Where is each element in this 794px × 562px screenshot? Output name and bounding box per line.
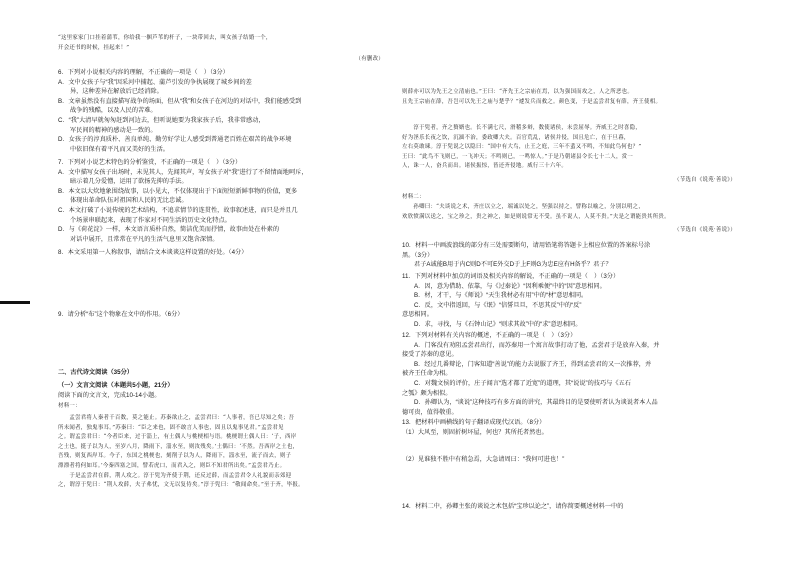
- question-13-sentence-2: （2）见谁独不胜中有稍急焉，大急请周曰：“我何可进也！”: [402, 456, 565, 463]
- passage-line: 之。谓孟尝君曰：“今者臣来，过于淄上，有土偶人与桃梗相与语。桃梗谓土偶人曰：‘子，西岸: [58, 434, 297, 441]
- option-c: C．本文打破了小说传统的艺术结构，不追求情节的连贯性，故事叙述进，而只是并且几: [58, 206, 298, 214]
- passage-line: 所未闻者，独鬼事耳。”苏秦曰：“臣之来也，固不敢言人事也，固且以鬼事见君。”孟尝君见: [58, 424, 284, 431]
- passage-paragraph: [402, 124, 736, 172]
- passage-line: 欢欣愤满以送之，宝之珍之，贵之神之，如是则说常无不受。虽不说人，人莫不贵。”夫是之谓能贵其所贵。: [402, 213, 670, 220]
- passage-line: 漂漂者将何如耳。’今秦四塞之国，譬若虎口，而君入之，则臣不知君所出矣。”孟尝君乃止。: [58, 462, 286, 469]
- sentence-1: （1）大风至，则固折树坏屋，何也？其所托者然也。: [402, 428, 548, 436]
- option-b: B．材，才干，与《师说》“天生我材必有用”中的“材”意思相同。: [414, 292, 588, 300]
- question-stem: 10．材料一中画波浪线的部分有三处需要断句，请用铅笔将答题卡上相应位置的答案标号涂: [402, 242, 651, 249]
- question-stem: 6．下列对小说相关内容的理解，不正确的一项是（ ）（3分）: [58, 69, 229, 76]
- passage: [58, 414, 384, 491]
- option-b-cont: 战争的残酷，以及人民的苦难。: [70, 107, 157, 115]
- option-b: B．经过几番辩论，门客知道“善说”的能力去说服了齐王，得到孟尝君的又一次推荐，并: [414, 360, 652, 368]
- option-c: C．“我”大清早就匆匆赶到河边去，但听说她要为我家孩子后，我非常感动，: [58, 116, 265, 124]
- question-12: [402, 331, 736, 417]
- question-stem-cont: 黑。（3分）: [402, 251, 434, 259]
- passage-line: 左右莫敢谏。淳于髡说之以隐曰：“国中有大鸟，止王之庭，三年不蜚又不鸣，不知此鸟何也？”: [402, 144, 642, 151]
- passage-line: 王曰：“此鸟不飞则已，一飞冲天；不鸣则已，一鸣惊人。”于是乃朝诸县令长七十二人，赏一: [402, 153, 634, 160]
- passage-line: 吾残，则复西岸耳。今子，东国之桃梗也，刻削子以为人，降雨下，淄水至，流子而去，则子: [58, 453, 292, 460]
- option-a: A．因，意为借助、依靠，与《过秦论》“因利乘便”中的“因”意思相同。: [414, 282, 606, 290]
- section-title: 二、古代诗文阅读（35分）: [58, 369, 133, 376]
- option-d: D．孙卿认为，“谈说”这种技巧有多方面的讲究，其最终目的是要使听者认为谈说者本人品: [414, 399, 658, 407]
- question-10: [402, 241, 736, 270]
- option-a-cont: 接受了苏秦的意见。: [402, 351, 458, 359]
- quote-author: （有删改）: [355, 56, 384, 62]
- question-stem: 11．下列对材料中加点的词语及相关内容的解说，不正确的一项是（ ）（3分）: [402, 273, 620, 280]
- question-stem: 12．下列对材料有关内容的概述，不正确的一项是（ ）（3分）: [402, 332, 577, 339]
- passage-line: 且先王宗庙在薛，吾岂可以先王之庙与楚乎？”遽发兵而救之。颜色变，于是孟尝君复有薛，齐王使相。: [402, 98, 662, 105]
- option-c-cont: 意思相同。: [402, 311, 433, 319]
- passage-line: 淳于髡者，齐之赘婿也。长不满七尺，滑稽多辩，数使诸侯，未尝屈辱。齐威王之时喜隐，: [402, 125, 642, 131]
- question-8: 8．本文采用第一人称叙事，请结合文本谈谈这样设置的好处。（4分）: [58, 249, 248, 256]
- question-7: [58, 158, 384, 244]
- option-a-cont: 暗示着几分爱憎，运用了欲扬先抑的手法。: [70, 178, 188, 186]
- option-a: A．门客没有劝阻孟尝君出行，而苏秦用一个寓言故事打动了他，孟尝君于是放弃入秦，并: [414, 341, 660, 349]
- option-b-cont: 被齐王任命为相。: [402, 370, 452, 378]
- question-text: 君子A诚能B用于内C则D不可E外交D于上F则G为忠E应有H备乎？君子？: [414, 261, 612, 269]
- instruction: 阅读下面的文言文，完成10-14小题。: [58, 392, 161, 399]
- subsection-title: （一）文言文阅读（本题共5小题，21分）: [58, 382, 174, 389]
- text-line: 开会还书的时候，挂起来！”: [58, 44, 130, 51]
- option-a: A．文中女孩子与“我”因采河中捕起、蒲芦引发的争执展现了城乡间的差: [58, 78, 252, 86]
- option-d-cont: 对话中展开，且常常在平凡的生活气息里又饱含深情。: [70, 235, 219, 243]
- option-d-cont: 中依旧保有着平凡而又美好的生活。: [70, 145, 169, 153]
- passage-line: 之，谓淳于髡曰：“荆人攻薛，夫子弗忧，文无以复侍矣。”淳于髡曰：“敬闻命矣。”至于齐，毕报。: [58, 482, 304, 489]
- option-a: A．文中描写女孩子出场时，未见其人，先闻其声，写女孩子对“我”进行了不留情面地呵斥，: [58, 168, 308, 176]
- passage-line: 则薛亦可以为先王之立清庙也。”王曰：“齐先王之宗庙在焉，以为强国而攻之，人之所恶也。: [402, 89, 634, 95]
- material-2: [402, 203, 736, 222]
- option-c-cont: 军民间的精神的感动是一致的。: [70, 126, 157, 134]
- option-c: C．对魏文侯的评价，庄子闻言“选才都了近宽”的道理，其“说说”的技巧与《五石: [414, 379, 631, 387]
- option-d-cont: 德可贵，值得敬重。: [402, 408, 458, 416]
- option-c: C．反，文中指返回，与《氓》“信誓旦旦，不思其反”中的“反”: [414, 301, 582, 309]
- option-b: B．本文以大炊地象围绕故事，以小见大，不仅体现出于下面短短新鲜事物的价值，更多: [58, 187, 298, 195]
- material-2-label: 材料二：: [402, 194, 425, 200]
- option-d: D．与《荷花淀》一样，本文语言质朴自然，简洁优美而抒情，故事由处在朴素的: [58, 226, 280, 234]
- text-line: “这里家家门口挂着蒲苇，你给我一捆芦苇的杆子，一块带回去，叫女孩子结婚一个，: [58, 35, 272, 41]
- source-note: （节选自《说苑·善说》）: [674, 227, 736, 233]
- passage-line: 于是孟尝君在薛，荆人攻之。淳于髡为齐使于荆，还反过薛，而孟尝君令人礼貌而亲郊迎: [58, 472, 292, 479]
- option-b: B．文章虽然没有直接描写战争的场面，但从“我”和女孩子在河边的对话中，我们能感受到: [58, 97, 302, 105]
- question-14: 14．材料二中，孙卿主张的谈说之术包括“宝珍以论之”，请你简要概述材料一中的: [402, 503, 624, 510]
- passage-continuation: [402, 88, 736, 107]
- question-stem: 13．把材料中画横线的句子翻译成现代汉语。（8分）: [402, 419, 546, 426]
- question-13: [402, 418, 736, 437]
- option-c-cont: 之瓠》颇为相似。: [402, 389, 452, 397]
- option-d: D．女孩子的淳真质朴、善良单纯、勤劳好学让人感受到普通老百姓在艰苦的战争环境: [58, 136, 292, 144]
- option-a-cont: 异，这种差异在解放后已经消除。: [70, 88, 163, 96]
- question-stem: 7．下列对小说艺术特色的分析鉴赏，不正确的一项是（ ）（3分）: [58, 159, 242, 166]
- option-d: D．求，寻找，与《石钟山记》“则求其故”中的“求”意思相同。: [414, 320, 582, 328]
- option-c-cont: 个场景串联起来，表现了作家对不同生活的历史文化特点。: [70, 216, 231, 224]
- option-b-cont: 体现出革命队伍对祖国和人民的无比忠诚。: [70, 197, 188, 205]
- material-label: 材料一：: [58, 403, 81, 409]
- question-6: [58, 68, 384, 154]
- passage-line: 孟尝君将人秦者千百数，莫之能止。苏秦欲止之，孟尝君曰：“人事者，吾已尽知之矣；吾: [58, 415, 295, 421]
- passage-line: 好为淫乐长夜之饮，沉湎不治，委政卿大夫。百官荒乱，诸侯并侵，国且危亡，在于旦暮，: [402, 134, 630, 141]
- question-9: 9．请分析“布”这个物象在文中的作用。（6分）: [58, 311, 184, 318]
- page-edge-marker: [0, 301, 30, 304]
- passage-line: 之土也，挺子以为人，至岁八月，降雨下，淄水至，则汝残矣。’土偶曰：‘不然。吾西岸之土也，: [58, 443, 299, 450]
- source-note: （节选自《说苑·善说》）: [674, 177, 736, 183]
- passage-line: 人，诛一人，奋兵而出。诸侯振惊，皆还齐侵地。威行三十六年。: [402, 163, 568, 170]
- question-11: [402, 272, 736, 330]
- passage-line: 孙卿曰：“夫谈说之术，齐庄以立之，端诚以处之，坚强以持之，譬称以喻之，分别以明之，: [402, 204, 645, 210]
- quote-tail: [58, 34, 384, 53]
